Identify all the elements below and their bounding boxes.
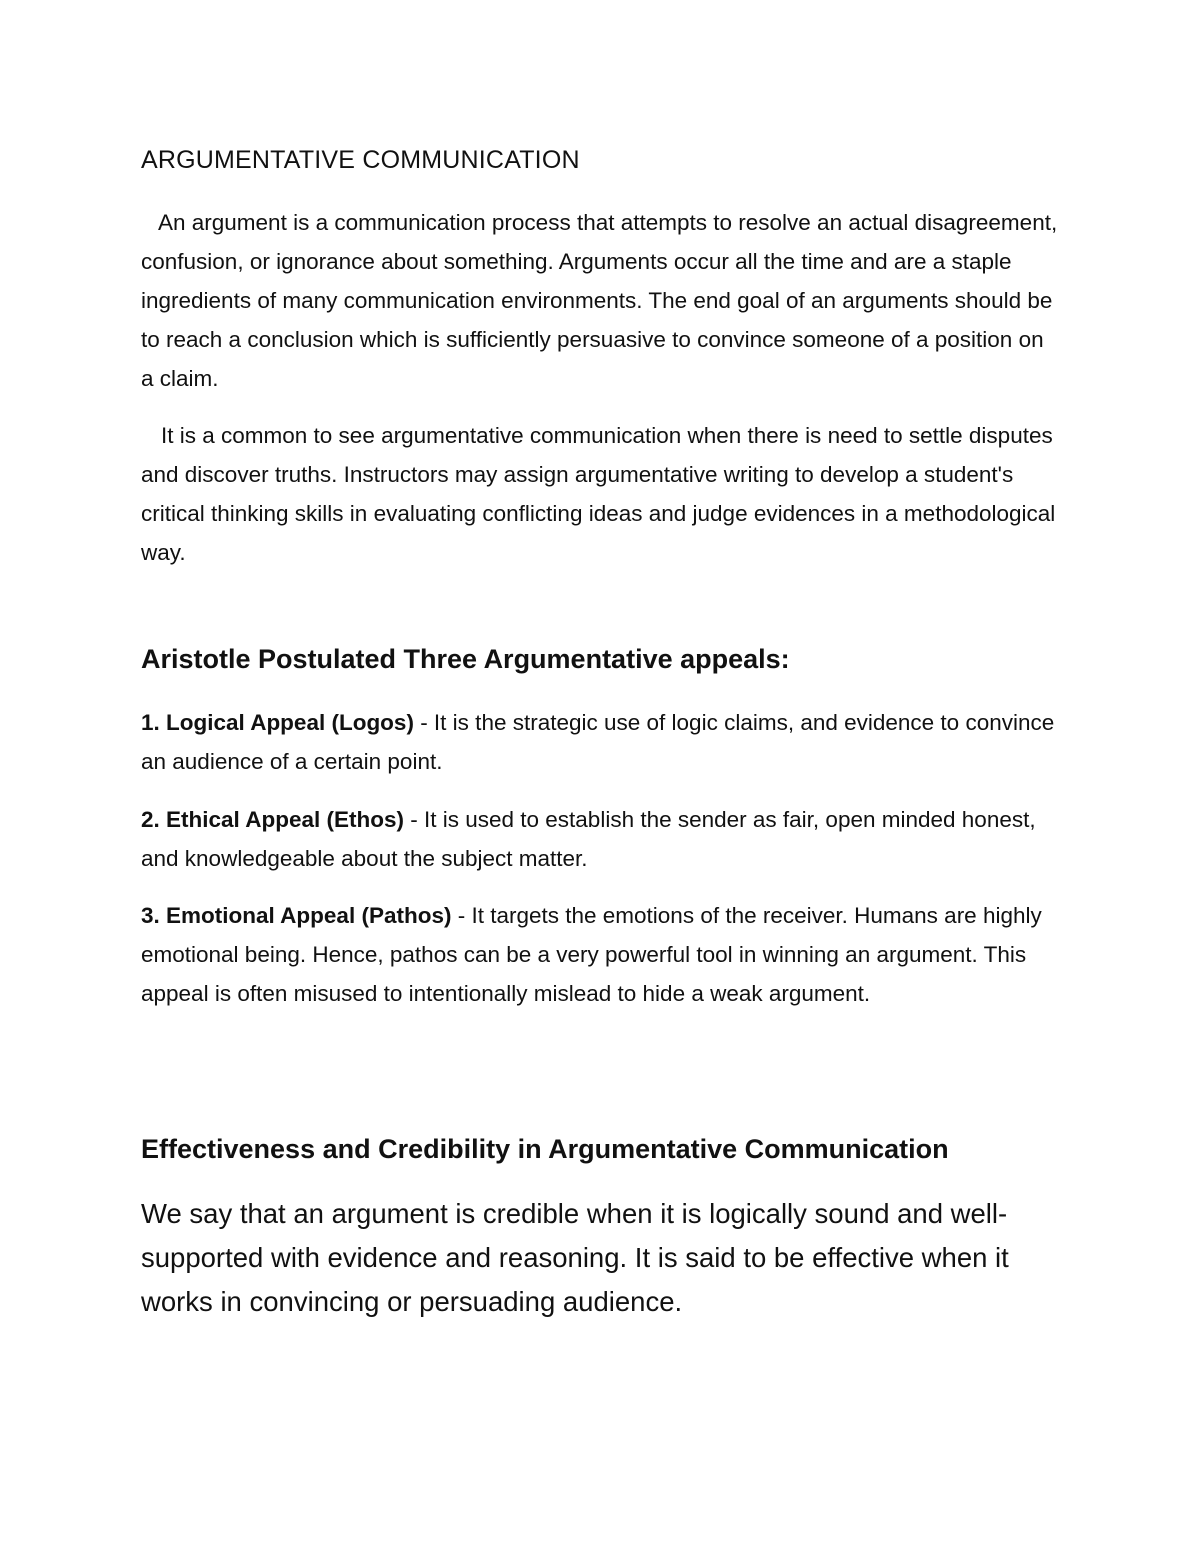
document-title: ARGUMENTATIVE COMMUNICATION bbox=[141, 146, 580, 174]
appeal-label-pathos: 3. Emotional Appeal (Pathos) bbox=[141, 903, 452, 928]
appeal-label-ethos: 2. Ethical Appeal (Ethos) bbox=[141, 807, 404, 832]
appeal-text-logos: - It is the strategic use of logic claims, and evidence to convince an audience of a certain point. bbox=[141, 710, 1055, 774]
intro-paragraph-2-text: It is a common to see argumentative communication when there is need to settle disputes and discover truths. Instructors may assign argumentative writing to develop a student's critical thinking skills in evaluating conflicting ideas and judge evidences in a methodological way. bbox=[141, 423, 1056, 565]
appeal-text-ethos: - It is used to establish the sender as fair, open minded honest, and knowledgeable about the subject matter. bbox=[141, 807, 1036, 871]
appeal-item-logos bbox=[141, 703, 1061, 781]
appeal-label-logos: 1. Logical Appeal (Logos) bbox=[141, 710, 414, 735]
effectiveness-paragraph-text: We say that an argument is credible when it is logically sound and well-supported with evidence and reasoning. It is said to be effective when it works in convincing or persuading audience. bbox=[141, 1198, 1009, 1317]
intro-paragraph-2 bbox=[141, 416, 1061, 572]
appeal-item-pathos bbox=[141, 896, 1061, 1013]
appeal-text-pathos: - It targets the emotions of the receiver. Humans are highly emotional being. Hence, pathos can be a very powerful tool in winning an argument. This appeal is often misused to intentionally mislead to hide a weak argument. bbox=[141, 903, 1042, 1006]
appeals-heading: Aristotle Postulated Three Argumentative appeals: bbox=[141, 644, 790, 674]
intro-paragraph-1-text: An argument is a communication process that attempts to resolve an actual disagreement, confusion, or ignorance about something. Arguments occur all the time and are a staple ingredients of many communication environments. The end goal of an arguments should be to reach a conclusion which is sufficiently persuasive to convince someone of a position on a claim. bbox=[141, 210, 1058, 391]
effectiveness-heading: Effectiveness and Credibility in Argumentative Communication bbox=[141, 1134, 949, 1164]
appeal-item-ethos bbox=[141, 800, 1061, 878]
effectiveness-paragraph bbox=[141, 1192, 1061, 1324]
intro-paragraph-1 bbox=[141, 203, 1061, 398]
